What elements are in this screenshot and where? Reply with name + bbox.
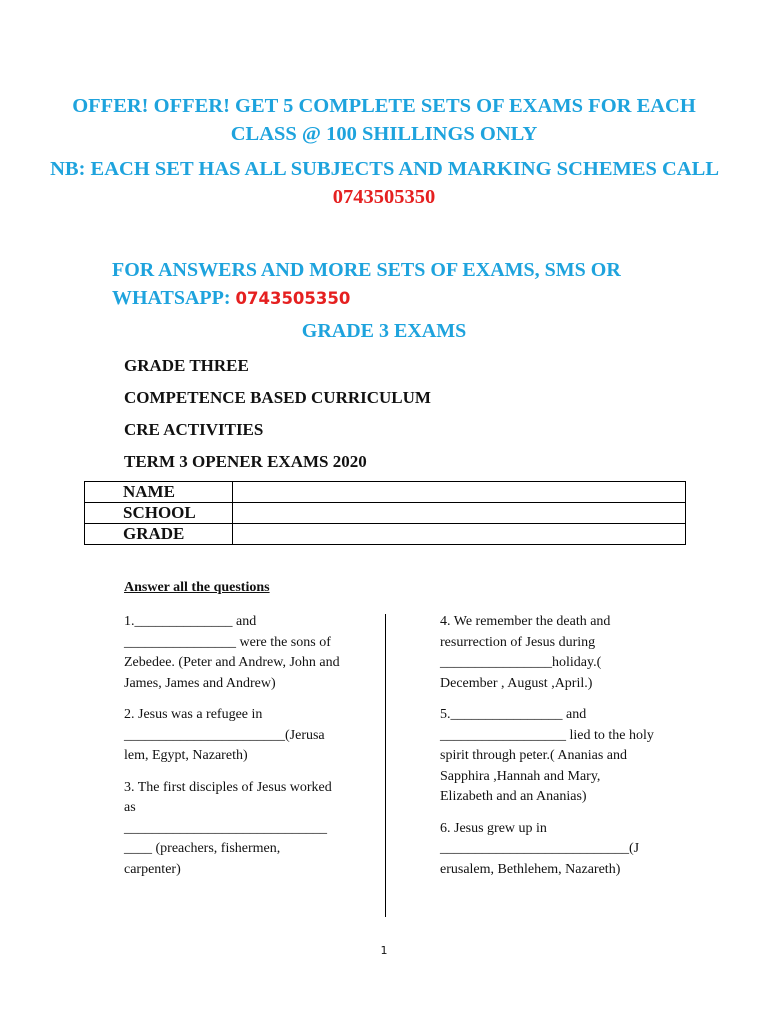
student-info-table (84, 481, 686, 545)
school-field[interactable] (233, 503, 686, 524)
header-subject: CRE ACTIVITIES (124, 420, 264, 439)
column-divider (385, 614, 386, 917)
header-term: TERM 3 OPENER EXAMS 2020 (124, 452, 367, 471)
table-row (85, 524, 686, 545)
name-label: NAME (85, 482, 233, 503)
nb-notice (40, 155, 728, 211)
nb-text: NB: EACH SET HAS ALL SUBJECTS AND MARKING SCHEMES CALL (50, 158, 718, 180)
question-2: 2. Jesus was a refugee in _______________________(Jerusa lem, Egypt, Nazareth) (124, 707, 325, 763)
name-field[interactable] (233, 482, 686, 503)
answers-text: FOR ANSWERS AND MORE SETS OF EXAMS, SMS OR WHATSAPP: (112, 259, 621, 309)
grade-exams-title: GRADE 3 EXAMS (301, 320, 467, 342)
answers-notice (112, 256, 712, 313)
header-curriculum: COMPETENCE BASED CURRICULUM (124, 388, 431, 407)
questions-right-column (440, 612, 656, 891)
grade-label: GRADE (85, 524, 233, 545)
grade-field[interactable] (233, 524, 686, 545)
header-grade: GRADE THREE (124, 356, 249, 375)
question-6: 6. Jesus grew up in ___________________________(J erusalem, Bethlehem, Nazareth) (440, 820, 640, 877)
table-row (85, 503, 686, 524)
offer-banner: OFFER! OFFER! GET 5 COMPLETE SETS OF EXAMS FOR EACH CLASS @ 100 SHILLINGS ONLY (72, 95, 696, 145)
question-3: 3. The first disciples of Jesus worked as _____________________________ ____ (preachers, fishermen, carpenter) (124, 779, 332, 877)
table-row (85, 482, 686, 503)
answers-phone: 0743505350 (235, 289, 351, 308)
question-1: 1.______________ and ________________ were the sons of Zebedee. (Peter and Andrew, John and James, James and Andrew) (124, 614, 340, 691)
school-label: SCHOOL (85, 503, 233, 524)
question-4: 4. We remember the death and resurrection of Jesus during ________________holiday.( December , August ,April.) (440, 614, 611, 691)
instruction: Answer all the questions (124, 580, 270, 595)
questions-left-column (124, 612, 340, 891)
page-number: 1 (380, 944, 388, 957)
nb-phone: 0743505350 (332, 186, 436, 208)
question-5: 5.________________ and __________________ lied to the holy spirit through peter.( Ananias and Sapphira ,Hannah and Mary, Elizabeth and an Ananias) (440, 707, 654, 804)
